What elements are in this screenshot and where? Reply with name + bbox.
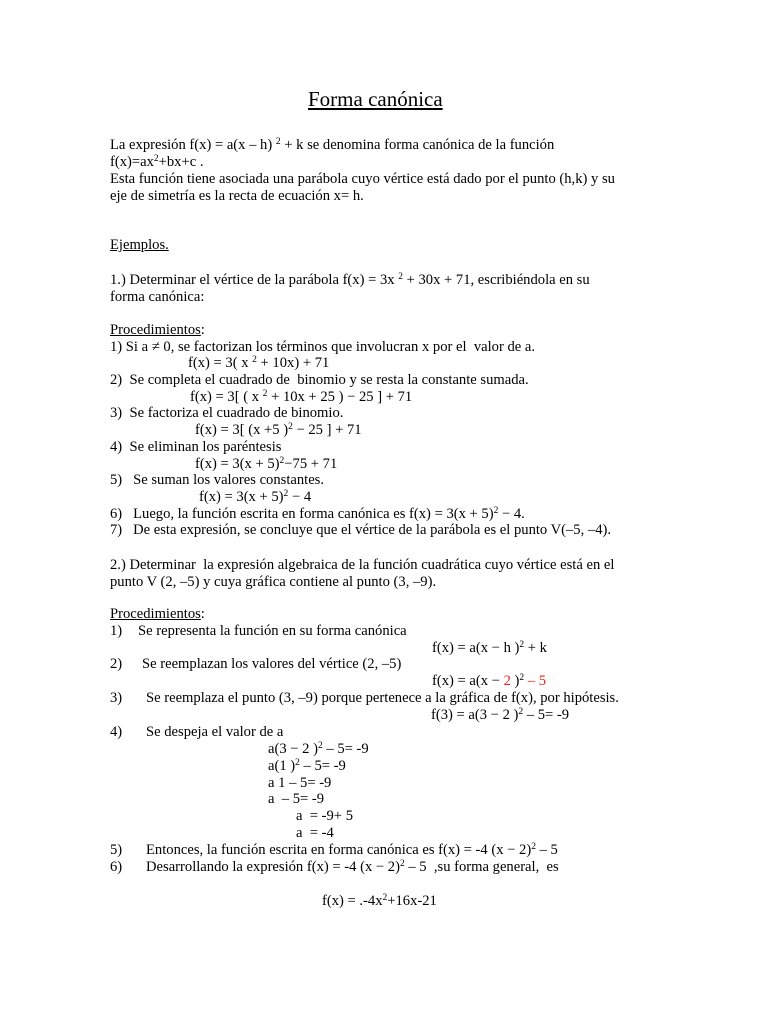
ex1-step-7: 7) De esta expresión, se concluye que el vértice de la parábola es el punto V(–5, –4). bbox=[110, 522, 612, 538]
ex1-step-6: 6) Luego, la función escrita en forma canónica es $f(x) = 3(x + 5)^2 - 4$. bbox=[110, 506, 525, 522]
examples-heading: Ejemplos. bbox=[110, 237, 169, 253]
ex1-step-2: 2) Se completa el cuadrado de binomio y se resta la constante sumada. bbox=[110, 372, 529, 388]
ex1-question-line-2: forma canónica: bbox=[110, 289, 205, 305]
ex2-step-1-number: 1) bbox=[110, 623, 123, 639]
ex2-solve-line-1: a(3 − 2 )$^2$ – 5= -9 bbox=[268, 741, 369, 757]
intro-line-1: La expresión f(x) = a(x – h) $^2$ + k se denomina forma canónica de la función bbox=[110, 137, 555, 153]
ex1-procedures-heading: Procedimientos: bbox=[110, 322, 205, 338]
ex2-step-4-text: Se despeja el valor de a bbox=[146, 724, 284, 740]
ex1-step-5-equation: $f(x) = 3(x + 5)^2 - 4$ bbox=[199, 489, 312, 505]
ex1-step-5: 5) Se suman los valores constantes. bbox=[110, 472, 325, 488]
ex1-step-3: 3) Se factoriza el cuadrado de binomio. bbox=[110, 405, 344, 421]
ex2-step-2-text: Se reemplazan los valores del vértice (2, –5) bbox=[142, 656, 402, 672]
ex2-step-3-text: Se reemplaza el punto (3, –9) porque pertenece a la gráfica de f(x), por hipótesis. bbox=[146, 690, 619, 706]
ex2-step-5-number: 5) bbox=[110, 842, 123, 858]
intro-line-3: Esta función tiene asociada una parábola cuyo vértice está dado por el punto (h,k) y su bbox=[110, 171, 615, 187]
ex1-step-1: 1) Si a ≠ 0, se factorizan los términos que involucran x por el valor de a. bbox=[110, 339, 536, 355]
intro-line-4: eje de simetría es la recta de ecuación x= h. bbox=[110, 188, 364, 204]
ex2-step-5-text: Entonces, la función escrita en forma canónica es f(x) = -4 $(x - 2)^2 - 5$ bbox=[146, 842, 558, 858]
ex2-step-4-number: 4) bbox=[110, 724, 123, 740]
ex2-step-3-equation: f(3) = a(3 − 2 )$^2$ – 5= -9 bbox=[431, 707, 570, 723]
ex1-question-line-1: 1.) Determinar el vértice de la parábola f(x) = 3x $^2$ + 30x + 71, escribiéndola en su bbox=[110, 272, 590, 288]
final-general-form: $f(x) = .-4x^2+16x-21$ bbox=[322, 893, 437, 909]
ex1-step-1-equation: f(x) = 3( x $^2$ + 10x) + 71 bbox=[188, 355, 330, 371]
ex2-question-line-2: punto V (2, –5) y cuya gráfica contiene al punto (3, –9). bbox=[110, 574, 437, 590]
ex2-procedures-heading: Procedimientos: bbox=[110, 606, 205, 622]
ex1-step-3-equation: f(x) = 3[ (x +5 )$^2$ − 25 ] + 71 bbox=[195, 422, 362, 438]
ex2-step-6-number: 6) bbox=[110, 859, 123, 875]
ex1-step-4: 4) Se eliminan los paréntesis bbox=[110, 439, 282, 455]
ex1-step-2-equation: f(x) = 3[ ( x $^2$ + 10x + 25 ) − 25 ] + 71 bbox=[190, 389, 413, 405]
ex2-step-2-equation: f(x) = a(x − 2 )$^2$ – 5 bbox=[432, 673, 547, 689]
ex2-question-line-1: 2.) Determinar la expresión algebraica de la función cuadrática cuyo vértice está en el bbox=[110, 557, 615, 573]
ex2-solve-line-6: a = -4 bbox=[296, 825, 334, 841]
ex2-solve-line-2: a(1 )$^2$ – 5= -9 bbox=[268, 758, 346, 774]
ex2-solve-line-4: a – 5= -9 bbox=[268, 791, 325, 807]
intro-line-2: $f(x)=ax^2+bx+c$ . bbox=[110, 154, 204, 170]
ex1-step-4-equation: $f(x) = 3(x + 5)^2-75 + 71$ bbox=[195, 456, 338, 472]
ex2-step-1-text: Se representa la función en su forma canónica bbox=[138, 623, 407, 639]
ex2-step-3-number: 3) bbox=[110, 690, 123, 706]
ex2-solve-line-3: a 1 – 5= -9 bbox=[268, 775, 332, 791]
ex2-step-6-text: Desarrollando la expresión f(x) = -4 $(x - 2)^2 - 5$ ,su forma general, es bbox=[146, 859, 559, 875]
ex2-solve-line-5: a = -9+ 5 bbox=[296, 808, 353, 824]
page-title: Forma canónica bbox=[308, 87, 443, 111]
ex2-step-2-number: 2) bbox=[110, 656, 123, 672]
ex2-step-1-equation: f(x) = a(x − h )$^2$ + k bbox=[432, 640, 547, 656]
